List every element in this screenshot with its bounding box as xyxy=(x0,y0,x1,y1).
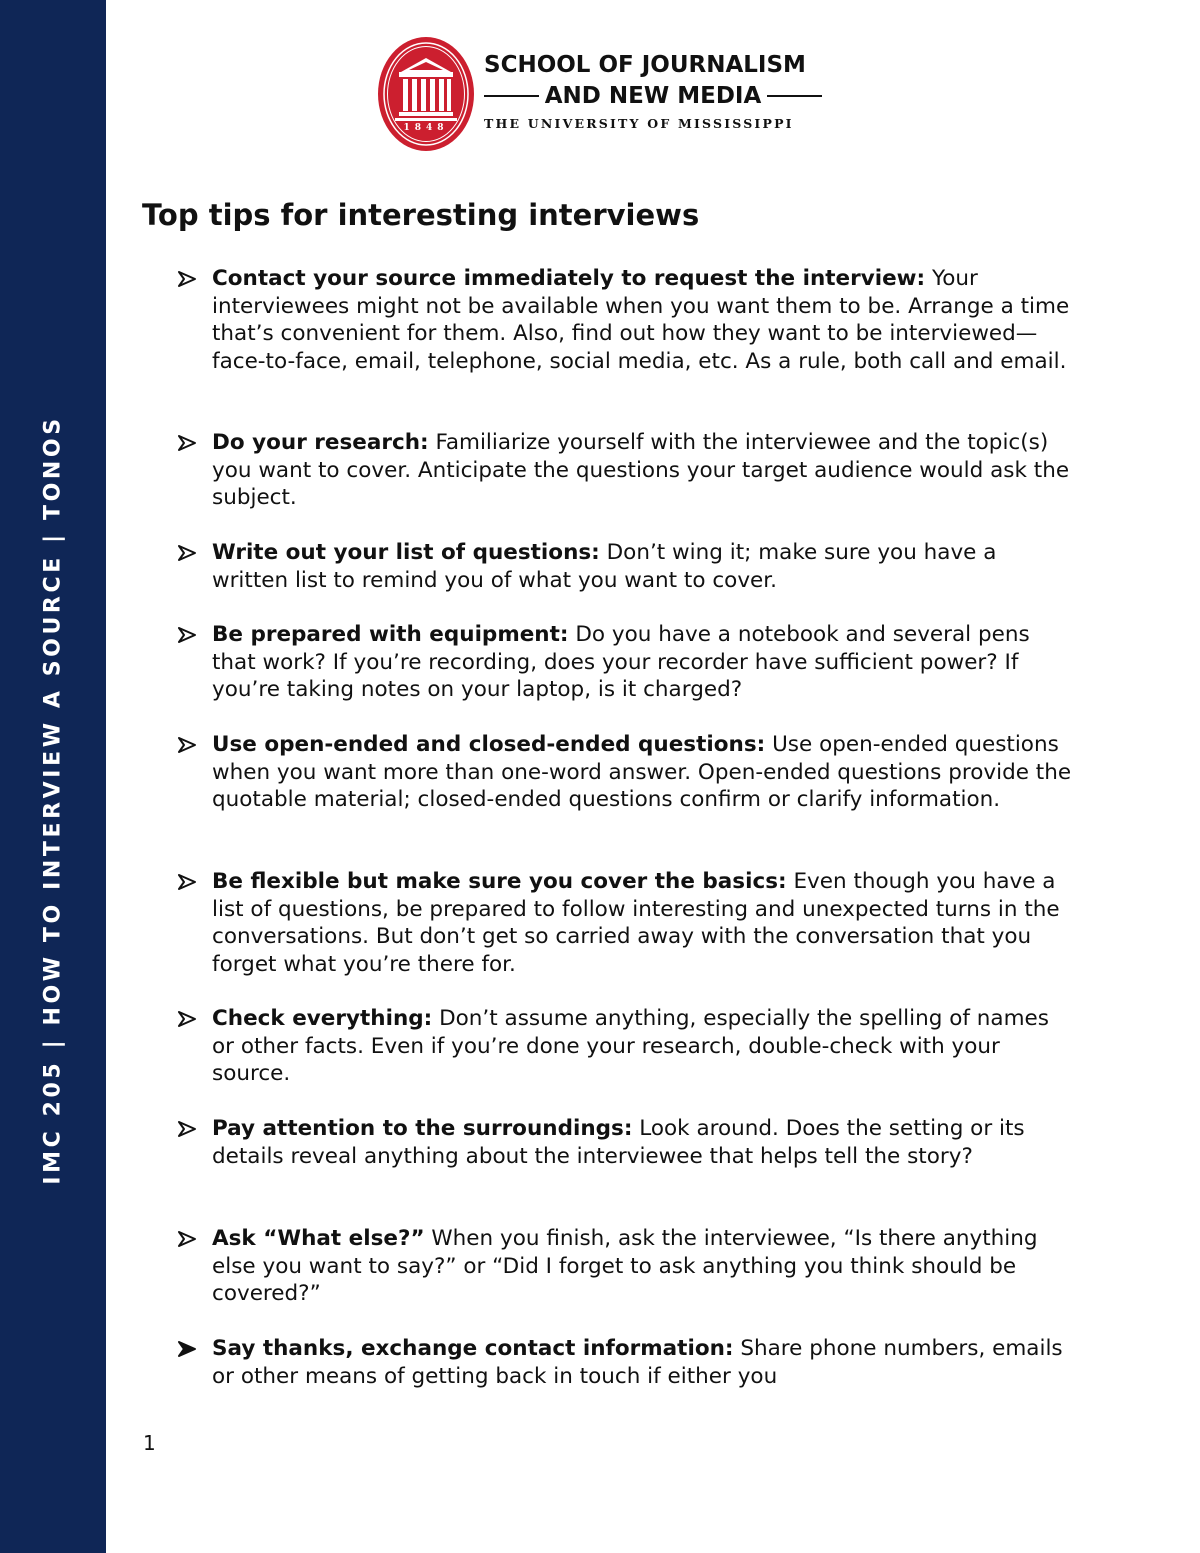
tip-item xyxy=(176,868,1076,978)
seal-year: 1848 xyxy=(403,123,449,133)
tip-heading: Be prepared with equipment: xyxy=(212,622,569,647)
tip-text: Do you have a notebook and several pens that work? If you’re recording, does your recorder have sufficient power? If you’re taking notes on your laptop, is it charged? xyxy=(212,622,1030,702)
arrow-bullet-icon xyxy=(176,731,200,758)
tip-item xyxy=(176,265,1076,375)
tip-text: Even though you have a list of questions, be prepared to follow interesting and unexpected turns in the conversations. But don’t get so carried away with the conversation that you forget what you’re there for. xyxy=(212,869,1060,977)
lyceum-seal-icon xyxy=(377,36,475,152)
arrow-bullet-icon xyxy=(176,621,200,648)
logo-rule-left xyxy=(484,95,539,97)
tip-heading: Contact your source immediately to request the interview: xyxy=(212,266,926,291)
arrow-bullet-icon xyxy=(176,265,200,292)
tip-item xyxy=(176,1115,1076,1170)
tip-text: Use open-ended questions when you want more than one-word answer. Open-ended questions provide the quotable material; closed-ended questions confirm or clarify information. xyxy=(212,732,1072,812)
tip-text: When you finish, ask the interviewee, “Is there anything else you want to say?” or “Did I forget to ask anything you think should be covered?” xyxy=(212,1226,1038,1306)
tip-item xyxy=(176,539,1076,594)
sidebar-band xyxy=(0,0,106,1553)
arrow-bullet-icon xyxy=(176,1335,200,1362)
arrow-bullet-icon xyxy=(176,429,200,456)
school-logo xyxy=(377,36,827,152)
tip-text: Your interviewees might not be available when you want them to be. Arrange a time that’s convenient for them. Also, find out how they want to be interviewed—face-to-face, email, telephone, social media, etc. As a rule, both call and email. xyxy=(212,266,1070,374)
arrow-bullet-icon xyxy=(176,1225,200,1252)
tip-text: Don’t wing it; make sure you have a written list to remind you of what you want to cover. xyxy=(212,540,997,593)
arrow-bullet-icon xyxy=(176,1005,200,1032)
page-title: Top tips for interesting interviews xyxy=(142,198,700,232)
tip-item xyxy=(176,1225,1076,1308)
tip-text: Don’t assume anything, especially the spelling of names or other facts. Even if you’re done your research, double-check with your source. xyxy=(212,1006,1049,1086)
tip-heading: Check everything: xyxy=(212,1006,433,1031)
tip-heading: Do your research: xyxy=(212,430,429,455)
tip-text: Familiarize yourself with the interviewee and the topic(s) you want to cover. Anticipate the questions your target audience would ask the subject. xyxy=(212,430,1070,510)
arrow-bullet-icon xyxy=(176,868,200,895)
logo-rule-right xyxy=(767,95,822,97)
tip-heading: Use open-ended and closed-ended questions: xyxy=(212,732,766,757)
tip-item xyxy=(176,621,1076,704)
page-number: 1 xyxy=(143,1431,156,1455)
tip-text: Look around. Does the setting or its details reveal anything about the interviewee that helps tell the story? xyxy=(212,1116,1025,1169)
tip-heading: Pay attention to the surroundings: xyxy=(212,1116,633,1141)
tip-heading: Say thanks, exchange contact information: xyxy=(212,1336,734,1361)
arrow-bullet-icon xyxy=(176,539,200,566)
tip-text: Share phone numbers, emails or other means of getting back in touch if either you xyxy=(212,1336,1063,1389)
tip-heading: Be flexible but make sure you cover the basics: xyxy=(212,869,787,894)
school-name-line2 xyxy=(484,83,822,109)
school-name-line2-text: AND NEW MEDIA xyxy=(544,83,762,109)
sidebar-course-title: IMC 205 | HOW TO INTERVIEW A SOURCE | TONOS xyxy=(40,415,66,1185)
university-name: THE UNIVERSITY OF MISSISSIPPI xyxy=(484,116,794,131)
tip-item xyxy=(176,1335,1076,1390)
tip-item xyxy=(176,731,1076,814)
school-name-line1: SCHOOL OF JOURNALISM xyxy=(484,52,806,78)
tip-item xyxy=(176,1005,1076,1088)
tip-item xyxy=(176,429,1076,512)
tip-heading: Write out your list of questions: xyxy=(212,540,600,565)
arrow-bullet-icon xyxy=(176,1115,200,1142)
tip-heading: Ask “What else?” xyxy=(212,1226,425,1251)
